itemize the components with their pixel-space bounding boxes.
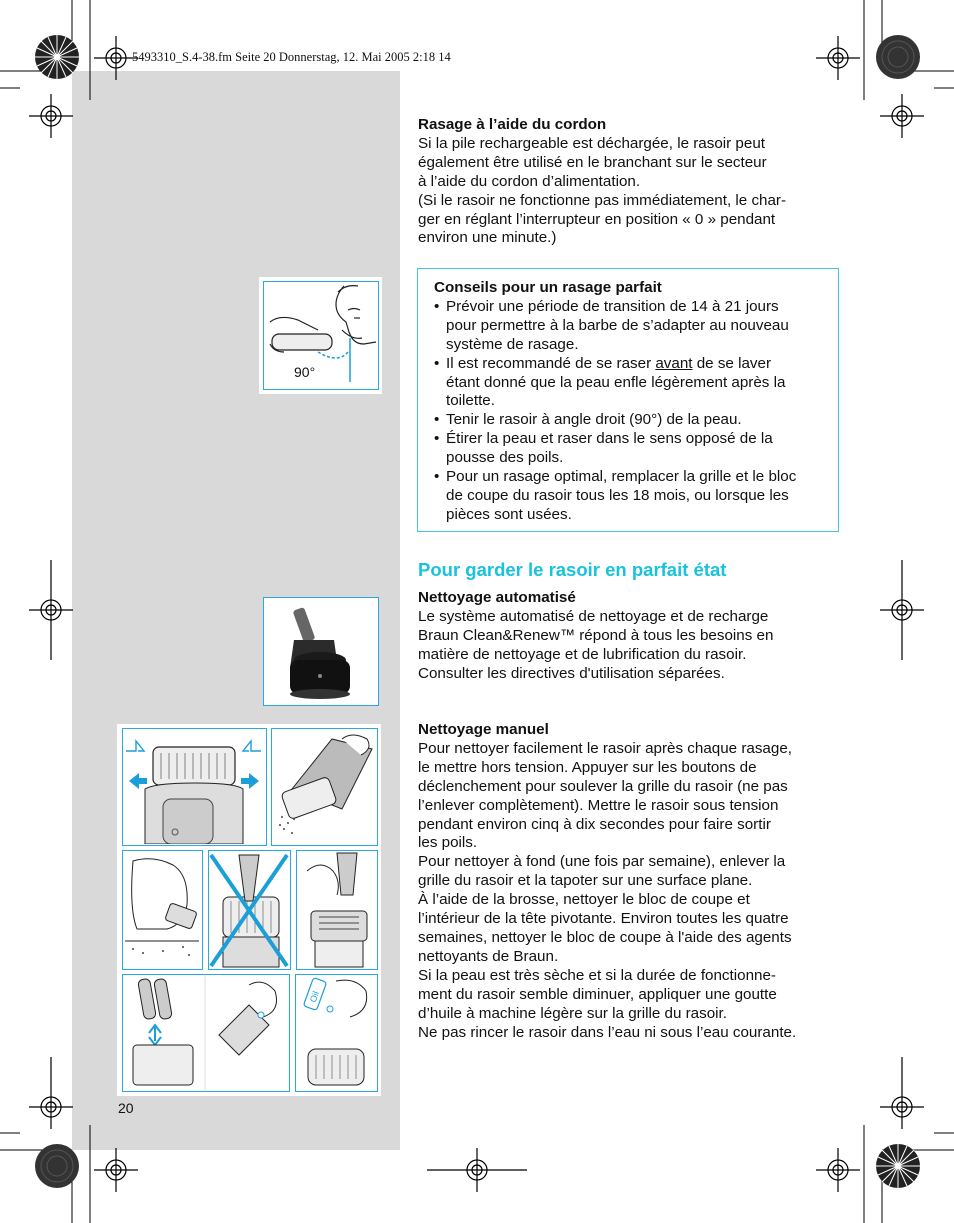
page-number: 20 — [118, 1100, 134, 1116]
cord-line: Si la pile rechargeable est déchargée, le rasoir peut — [418, 134, 765, 152]
tip-item: • Pour un rasage optimal, remplacer la grille et le bloc de coupe du rasoir tous les 18 mois, ou lorsque les pièces sont usées. — [434, 468, 797, 523]
bullet: • — [434, 297, 440, 315]
bullet: • — [434, 411, 440, 429]
auto-cleaning-title: Nettoyage automatisé — [418, 589, 576, 606]
bullet: • — [434, 468, 440, 486]
figure-shaving-angle — [263, 281, 379, 390]
figure-clean-renew-station — [263, 597, 379, 706]
figure-release-foil — [122, 728, 267, 846]
emphasis-before: avant — [655, 354, 693, 372]
manual-cleaning-title: Nettoyage manuel — [418, 721, 549, 738]
figure-tap-foil — [122, 850, 203, 970]
bullet: • — [434, 354, 440, 372]
figure-remove-cutter — [122, 974, 290, 1092]
cord-line: ger en réglant l’interrupteur en position « 0 » pendant — [418, 210, 776, 228]
tips-list — [434, 298, 838, 525]
cord-line: également être utilisé en le branchant sur le secteur — [418, 153, 767, 171]
cord-title: Rasage à l’aide du cordon — [418, 116, 607, 133]
print-file-info: 5493310_S.4-38.fm Seite 20 Donnerstag, 12. Mai 2005 2:18 14 — [132, 50, 451, 64]
cord-line: à l’aide du cordon d’alimentation. — [418, 172, 641, 190]
angle-label: 90° — [294, 364, 316, 380]
figure-oil-foil — [295, 974, 378, 1092]
care-heading: Pour garder le rasoir en parfait état — [418, 559, 727, 580]
figure-do-not-brush-foil — [208, 850, 291, 970]
tips-title: Conseils pour un rasage parfait — [434, 279, 662, 296]
oil-label: Oil — [307, 989, 322, 1004]
tip-item: • Prévoir une période de transition de 14 à 21 jours pour permettre à la barbe de s’adapter au nouveau système de rasage. — [434, 297, 789, 353]
tip-item: • Tenir le rasoir à angle droit (90°) de la peau. — [434, 411, 742, 429]
auto-cleaning-section: Nettoyage automatisé Le système automatisé de nettoyage et de recharge Braun Clean&Renew™ répond à tous les besoins en matière de nettoyage et de lubrification du rasoir. Consulter les directives d'utilisation séparées. — [418, 589, 838, 684]
figure-brush-cutter — [296, 850, 378, 970]
tip-item: • Il est recommandé de se raser avant de se laver étant donné que la peau enfle légèrement après la toilette. — [434, 354, 786, 410]
cord-section — [418, 116, 838, 248]
bullet: • — [434, 430, 440, 448]
figure-shaver-running — [271, 728, 378, 846]
tips-box — [417, 268, 839, 532]
manual-cleaning-section: Nettoyage manuel Pour nettoyer facilement le rasoir après chaque rasage, le mettre hors tension. Appuyer sur les boutons de déclenchement pour soulever la grille du rasoir (ne pas l’enlever complètement). Mettre le rasoir sous tension pendant environ cinq à dix secondes pour faire sortir les poils. Pour nettoyer à fond (une fois par semaine), enlever la grille du rasoir et la tapoter sur une surface plane. À l’aide de la brosse, nettoyer le bloc de coupe et l’intérieur de la tête pivotante. Environ toutes les quatre semaines, nettoyer le bloc de coupe à l'aide des agents nettoyants de Braun. Si la peau est très sèche et si la durée de fonctionne- ment du rasoir semble diminuer, appliquer une goutte d’huile à machine légère sur la grille du rasoir. Ne pas rincer le rasoir dans l’eau ni sous l’eau courante. — [418, 721, 838, 1042]
tip-item: • Étirer la peau et raser dans le sens opposé de la pousse des poils. — [434, 430, 773, 467]
cord-line: environ une minute.) — [418, 229, 557, 247]
cord-line: (Si le rasoir ne fonctionne pas immédiatement, le char- — [418, 191, 787, 209]
